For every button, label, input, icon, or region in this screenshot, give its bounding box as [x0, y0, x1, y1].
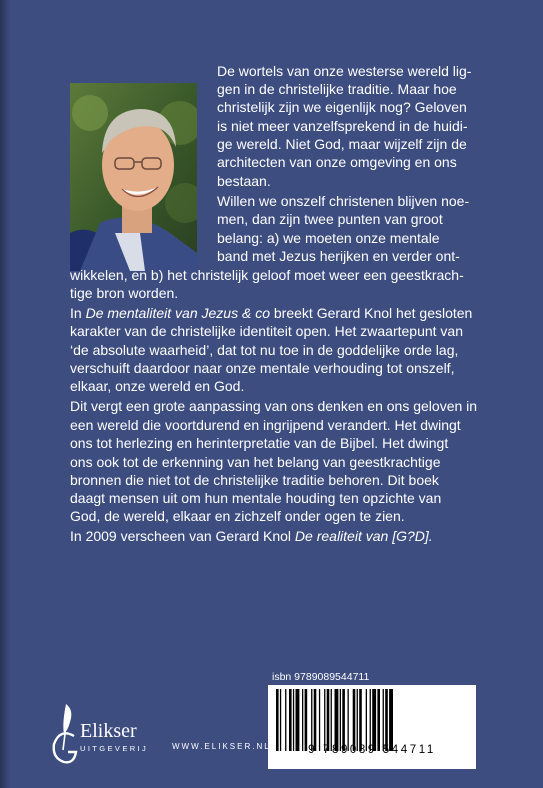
publisher-website: WWW.ELIKSER.NL	[172, 742, 271, 751]
blurb-line: ‘de absolute waarheid’, dat tot nu toe in de goddelijke orde lag,	[70, 342, 459, 358]
blurb-text: In	[70, 305, 86, 321]
blurb-line	[70, 527, 433, 545]
blurb-line: bestaan.	[217, 173, 271, 189]
blurb-line: verschuift daardoor naar onze mentale verhouding tot onszelf,	[70, 360, 455, 376]
blurb-line: Willen we onszelf christenen blijven noe-	[217, 193, 470, 209]
blurb-line: men, dan zijn twee punten van groot	[217, 211, 443, 227]
blurb-line: daagt mensen uit om hun mentale houding ten opzichte van	[70, 490, 442, 506]
blurb-line: band met Jezus herijken en verder ont-	[217, 248, 460, 264]
blurb-line: ons ook tot de erkenning van het belang van geestkrachtige	[70, 454, 441, 470]
blurb-line: wikkelen, en b) het christelijk geloof moet weer een geestkrach-	[70, 267, 464, 283]
blurb-line: karakter van de christelijke identiteit open. Het zwaartepunt van	[70, 323, 463, 339]
blurb-line: ge wereld. Niet God, maar wijzelf zijn de	[217, 136, 467, 152]
blurb-line: God, de wereld, elkaar en zichzelf onder ogen te zien.	[70, 508, 405, 524]
publisher-name: Elikser	[80, 720, 137, 742]
isbn-barcode	[268, 671, 478, 771]
blurb-line: ons tot herlezing en herinterpretatie van de Bijbel. Het dwingt	[70, 435, 449, 451]
publisher-logo	[48, 700, 168, 770]
publisher-sub: UITGEVERIJ	[80, 744, 149, 753]
blurb-line: christelijk zijn we eigenlijk nog? Geloven	[217, 99, 467, 115]
blurb-text: In 2009 verscheen van Gerard Knol	[70, 528, 295, 544]
barcode-bars	[268, 685, 476, 769]
feather-g-icon	[48, 700, 82, 770]
book-title-italic: De mentaliteit van Jezus & co	[85, 305, 270, 321]
blurb-line: elkaar, onze wereld en God.	[70, 378, 245, 394]
blurb-line: bronnen die niet tot de christelijke traditie behoren. Dit boek	[70, 472, 439, 488]
blurb-line: een wereld die voortdurend en ingrijpend verandert. Het dwingt	[70, 417, 461, 433]
blurb-line: belang: a) we moeten onze mentale	[217, 230, 440, 246]
blurb-line: De wortels van onze westerse wereld lig-	[217, 63, 472, 79]
barcode-box	[268, 685, 476, 769]
blurb-line: gen in de christelijke traditie. Maar hoe	[217, 81, 457, 97]
blurb-text: breekt Gerard Knol het gesloten	[270, 305, 473, 321]
book-title-italic: De realiteit van [G?D].	[294, 528, 433, 544]
isbn-digits: 9 789089 544711	[308, 744, 436, 756]
blurb-line: is niet meer vanzelfsprekend in de huidi-	[217, 118, 468, 134]
isbn-label: isbn 9789089544711	[272, 671, 370, 683]
author-photo	[70, 83, 197, 271]
blurb-line: Dit vergt een grote aanpassing van ons denken en ons geloven in	[70, 398, 478, 414]
blurb-line: tige bron worden.	[70, 285, 179, 301]
spine-shadow	[0, 0, 10, 788]
blurb-line	[70, 304, 472, 322]
blurb-line: architecten van onze omgeving en ons	[217, 154, 457, 170]
